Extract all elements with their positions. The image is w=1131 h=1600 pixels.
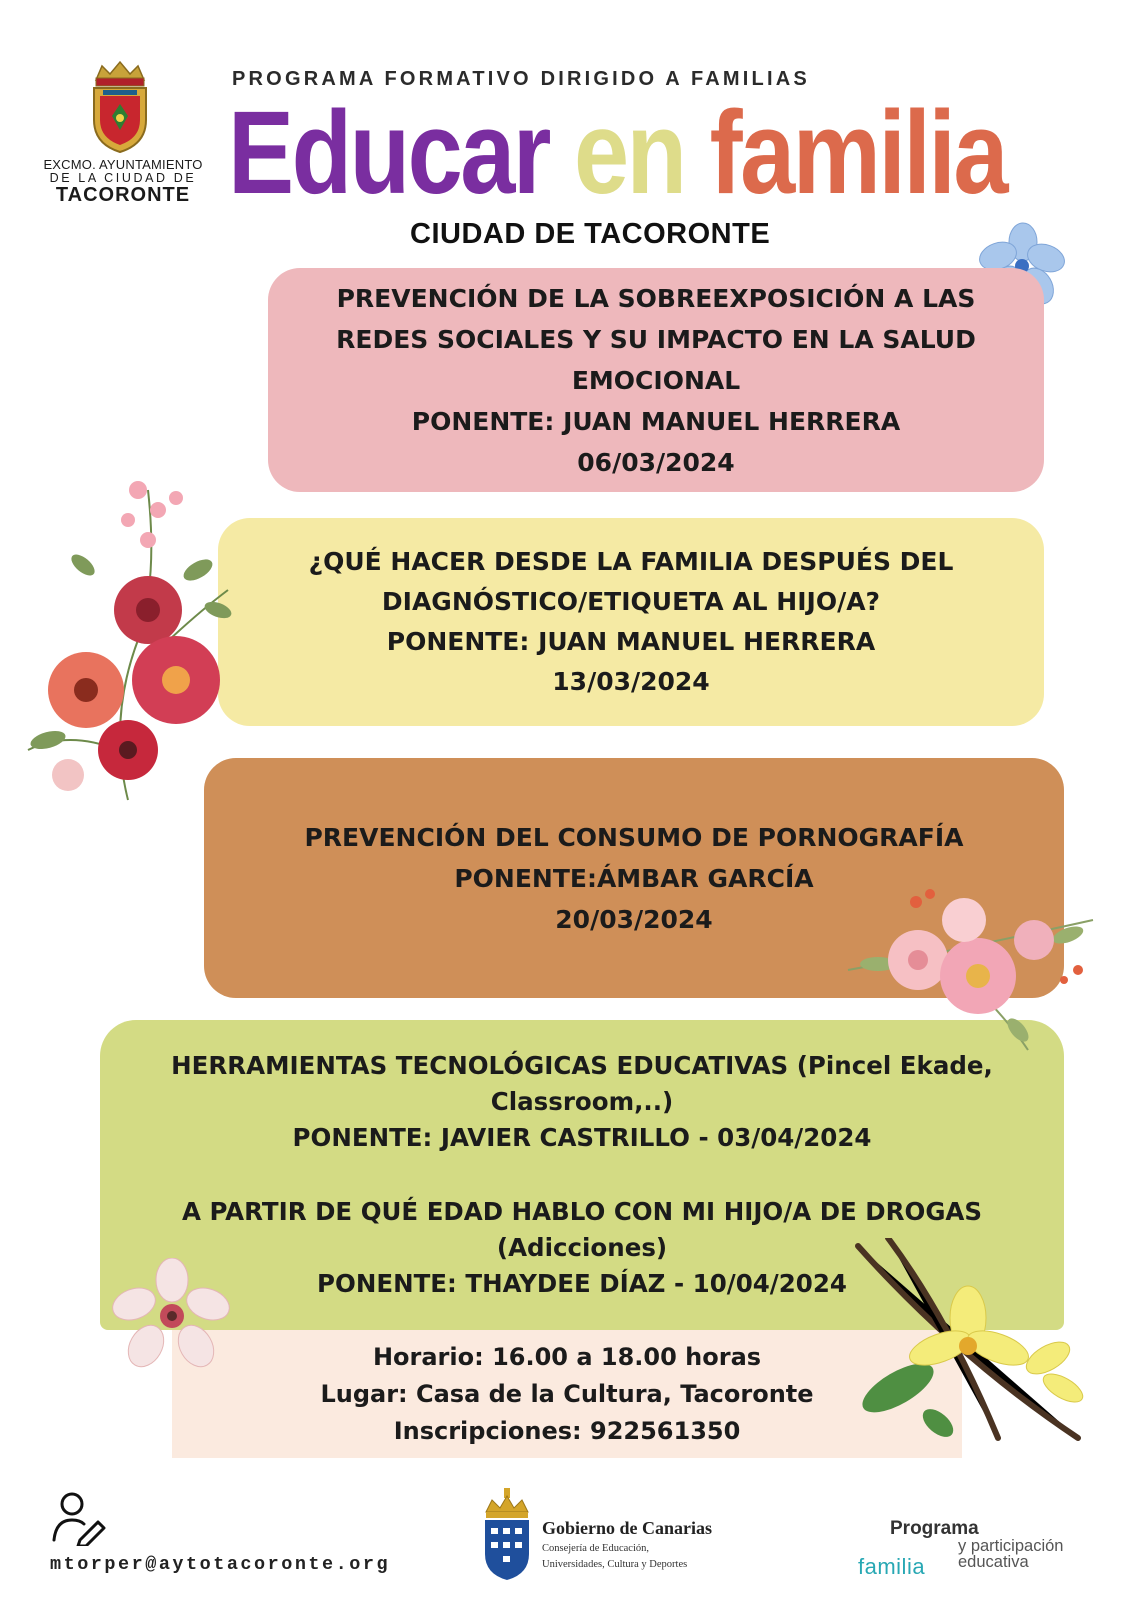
session-5-title-line2: (Adicciones) [496,1233,668,1262]
session-2-speaker: PONENTE: JUAN MANUEL HERRERA [386,627,876,656]
coat-of-arms-icon [70,58,170,156]
ayuntamiento-name [38,158,208,206]
session-2-title-line1: ¿QUÉ HACER DESDE LA FAMILIA DESPUÉS DEL [308,547,954,576]
session-5-title-line1: A PARTIR DE QUÉ EDAD HABLO CON MI HIJO/A DE DROGAS [181,1197,983,1226]
logo-word-familia: familia [858,1554,926,1579]
session-4-title-line2: Classroom,..) [490,1087,674,1116]
logo-word-participacion-line: y participación [958,1537,1064,1555]
contact-email: mtorper@aytotacoronte.org [50,1554,391,1575]
logo-word-educativa: educativa [958,1553,1029,1571]
session-2-date: 13/03/2024 [552,667,710,696]
flower-bouquet-icon [838,880,1103,1060]
event-info [172,1330,962,1458]
page-subtitle: CIUDAD DE TACORONTE [410,218,771,250]
session-1-speaker: PONENTE: JUAN MANUEL HERRERA [411,406,901,436]
session-card-1 [268,268,1044,492]
page-title [228,87,1006,219]
user-edit-icon [50,1490,106,1546]
logo-word-programa: Programa [890,1518,979,1539]
gobierno-dept-line1: Consejería de Educación, [542,1543,649,1554]
session-3-date: 20/03/2024 [555,904,713,934]
gobierno-name: Gobierno de Canarias [542,1518,713,1538]
session-4-title-line1: HERRAMIENTAS TECNOLÓGICAS EDUCATIVAS (Pincel Ekade, [171,1051,993,1080]
canarias-crest-icon [482,1488,532,1580]
session-1-date: 06/03/2024 [577,447,735,477]
registration-text: Inscripciones: 922561350 [393,1416,741,1445]
gobierno-canarias-logo [542,1518,712,1571]
session-5-speaker: PONENTE: THAYDEE DÍAZ - 10/04/2024 [317,1269,847,1298]
title-word-en: en [573,87,685,219]
flower-bouquet-icon [8,470,240,820]
daisy-flower-icon [112,1258,232,1370]
session-2-title-line2: DIAGNÓSTICO/ETIQUETA AL HIJO/A? [381,587,881,616]
session-card-2 [218,518,1044,726]
ayuntamiento-line2: DE LA CIUDAD DE [49,170,197,185]
session-1-title-line3: EMOCIONAL [571,365,741,395]
gobierno-dept-line2: Universidades, Cultura y Deportes [542,1559,688,1570]
session-1-title-line2: REDES SOCIALES Y SU IMPACTO EN LA SALUD [336,324,976,354]
venue-text: Lugar: Casa de la Cultura, Tacoronte [320,1379,814,1408]
orchid-flower-icon [848,1238,1093,1448]
programa-familia-logo [858,1518,1088,1584]
session-1-title-line1: PREVENCIÓN DE LA SOBREEXPOSICIÓN A LAS [336,283,976,313]
title-word-educar: Educar [228,87,549,219]
session-4-speaker: PONENTE: JAVIER CASTRILLO - 03/04/2024 [292,1123,872,1152]
session-3-speaker: PONENTE:ÁMBAR GARCÍA [454,863,814,893]
ayuntamiento-line1: EXCMO. AYUNTAMIENTO [43,157,203,172]
session-3-title: PREVENCIÓN DEL CONSUMO DE PORNOGRAFÍA [304,822,964,852]
title-word-familia: familia [709,87,1006,219]
ayuntamiento-line3: TACORONTE [55,183,191,206]
program-label: PROGRAMA FORMATIVO DIRIGIDO A FAMILIAS [232,68,810,90]
schedule-text: Horario: 16.00 a 18.00 horas [372,1342,762,1371]
logo-word-participacion [958,1538,1063,1570]
